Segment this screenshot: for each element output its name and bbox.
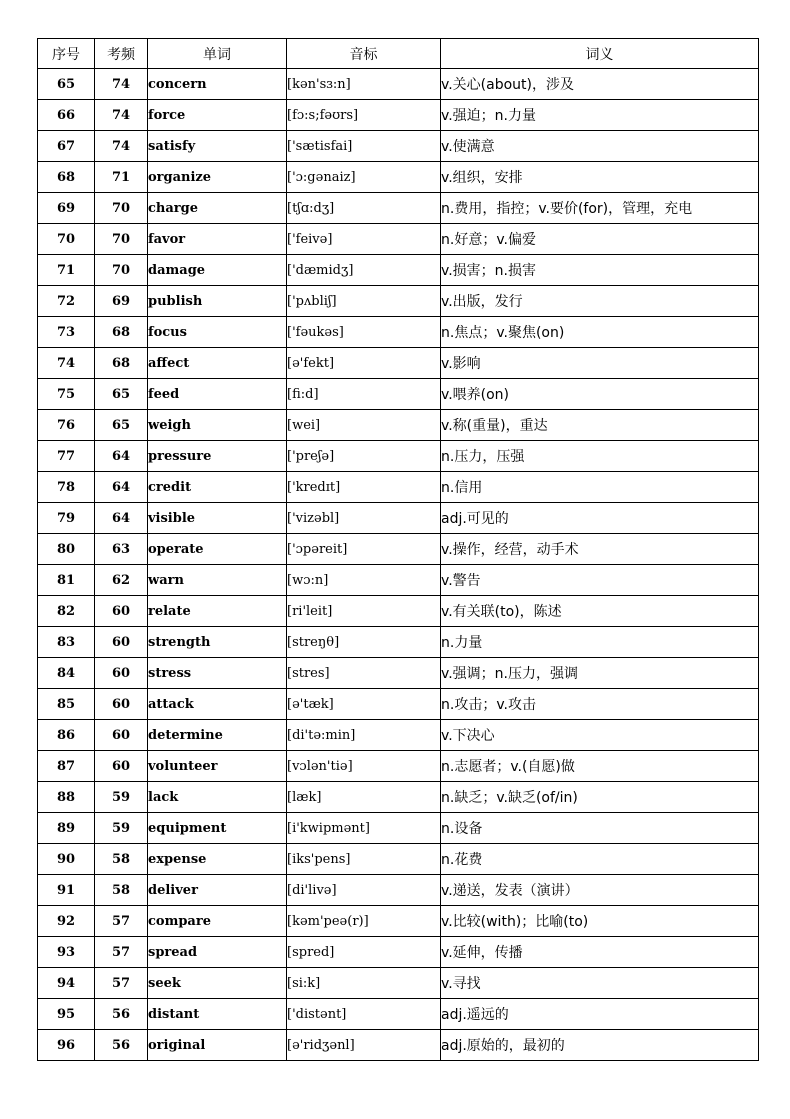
serial-number-cell: 89 bbox=[38, 813, 95, 844]
frequency-cell: 65 bbox=[95, 379, 148, 410]
word-cell: volunteer bbox=[148, 751, 287, 782]
serial-number-cell: 94 bbox=[38, 968, 95, 999]
word-cell: determine bbox=[148, 720, 287, 751]
header-serial-number: 序号 bbox=[38, 39, 95, 69]
frequency-cell: 59 bbox=[95, 813, 148, 844]
phonetic-cell: ['feivə] bbox=[287, 224, 441, 255]
frequency-cell: 74 bbox=[95, 131, 148, 162]
word-cell: lack bbox=[148, 782, 287, 813]
word-cell: spread bbox=[148, 937, 287, 968]
vocabulary-table bbox=[37, 38, 759, 1061]
meaning-cell: n.力量 bbox=[441, 627, 759, 658]
phonetic-cell: [si:k] bbox=[287, 968, 441, 999]
frequency-cell: 69 bbox=[95, 286, 148, 317]
phonetic-cell: ['sætisfai] bbox=[287, 131, 441, 162]
meaning-cell: adj.可见的 bbox=[441, 503, 759, 534]
word-cell: original bbox=[148, 1030, 287, 1061]
frequency-cell: 68 bbox=[95, 348, 148, 379]
phonetic-cell: [ə'ridʒənl] bbox=[287, 1030, 441, 1061]
phonetic-cell: [spred] bbox=[287, 937, 441, 968]
word-cell: relate bbox=[148, 596, 287, 627]
frequency-cell: 68 bbox=[95, 317, 148, 348]
meaning-cell: n.花费 bbox=[441, 844, 759, 875]
phonetic-cell: ['ɔ:gənaiz] bbox=[287, 162, 441, 193]
frequency-cell: 63 bbox=[95, 534, 148, 565]
frequency-cell: 60 bbox=[95, 627, 148, 658]
meaning-cell: adj.原始的，最初的 bbox=[441, 1030, 759, 1061]
table-row bbox=[38, 658, 759, 689]
serial-number-cell: 92 bbox=[38, 906, 95, 937]
frequency-cell: 64 bbox=[95, 441, 148, 472]
meaning-cell: v.使满意 bbox=[441, 131, 759, 162]
frequency-cell: 58 bbox=[95, 844, 148, 875]
serial-number-cell: 82 bbox=[38, 596, 95, 627]
serial-number-cell: 84 bbox=[38, 658, 95, 689]
table-row bbox=[38, 131, 759, 162]
meaning-cell: v.组织，安排 bbox=[441, 162, 759, 193]
serial-number-cell: 88 bbox=[38, 782, 95, 813]
table-header bbox=[38, 39, 759, 69]
table-row bbox=[38, 720, 759, 751]
table-row bbox=[38, 348, 759, 379]
meaning-cell: v.损害；n.损害 bbox=[441, 255, 759, 286]
meaning-cell: v.影响 bbox=[441, 348, 759, 379]
word-cell: distant bbox=[148, 999, 287, 1030]
table-row bbox=[38, 906, 759, 937]
frequency-cell: 60 bbox=[95, 596, 148, 627]
phonetic-cell: ['pʌbliʃ] bbox=[287, 286, 441, 317]
word-cell: deliver bbox=[148, 875, 287, 906]
meaning-cell: v.强迫；n.力量 bbox=[441, 100, 759, 131]
phonetic-cell: [streŋθ] bbox=[287, 627, 441, 658]
meaning-cell: v.称(重量)，重达 bbox=[441, 410, 759, 441]
table-row bbox=[38, 224, 759, 255]
frequency-cell: 59 bbox=[95, 782, 148, 813]
serial-number-cell: 66 bbox=[38, 100, 95, 131]
table-row bbox=[38, 472, 759, 503]
table-row bbox=[38, 875, 759, 906]
phonetic-cell: [ə'fekt] bbox=[287, 348, 441, 379]
phonetic-cell: [kən'sɜ:n] bbox=[287, 69, 441, 100]
word-cell: favor bbox=[148, 224, 287, 255]
phonetic-cell: [vɔlən'tiə] bbox=[287, 751, 441, 782]
table-row bbox=[38, 69, 759, 100]
serial-number-cell: 65 bbox=[38, 69, 95, 100]
phonetic-cell: ['fəukəs] bbox=[287, 317, 441, 348]
phonetic-cell: ['preʃə] bbox=[287, 441, 441, 472]
header-meaning: 词义 bbox=[441, 39, 759, 69]
phonetic-cell: ['dæmidʒ] bbox=[287, 255, 441, 286]
header-frequency: 考频 bbox=[95, 39, 148, 69]
word-cell: strength bbox=[148, 627, 287, 658]
phonetic-cell: ['distənt] bbox=[287, 999, 441, 1030]
phonetic-cell: ['vizəbl] bbox=[287, 503, 441, 534]
meaning-cell: v.递送，发表（演讲） bbox=[441, 875, 759, 906]
frequency-cell: 71 bbox=[95, 162, 148, 193]
word-cell: publish bbox=[148, 286, 287, 317]
table-body bbox=[38, 69, 759, 1061]
phonetic-cell: [ri'leit] bbox=[287, 596, 441, 627]
meaning-cell: v.喂养(on) bbox=[441, 379, 759, 410]
frequency-cell: 60 bbox=[95, 720, 148, 751]
word-cell: focus bbox=[148, 317, 287, 348]
serial-number-cell: 86 bbox=[38, 720, 95, 751]
phonetic-cell: [wei] bbox=[287, 410, 441, 441]
serial-number-cell: 95 bbox=[38, 999, 95, 1030]
table-row bbox=[38, 627, 759, 658]
word-cell: equipment bbox=[148, 813, 287, 844]
word-cell: visible bbox=[148, 503, 287, 534]
serial-number-cell: 68 bbox=[38, 162, 95, 193]
table-row bbox=[38, 503, 759, 534]
phonetic-cell: [ə'tæk] bbox=[287, 689, 441, 720]
frequency-cell: 64 bbox=[95, 503, 148, 534]
frequency-cell: 58 bbox=[95, 875, 148, 906]
table-row bbox=[38, 410, 759, 441]
table-row bbox=[38, 751, 759, 782]
table-row bbox=[38, 565, 759, 596]
serial-number-cell: 91 bbox=[38, 875, 95, 906]
table-row bbox=[38, 999, 759, 1030]
word-cell: credit bbox=[148, 472, 287, 503]
word-cell: pressure bbox=[148, 441, 287, 472]
phonetic-cell: [læk] bbox=[287, 782, 441, 813]
serial-number-cell: 79 bbox=[38, 503, 95, 534]
phonetic-cell: [fi:d] bbox=[287, 379, 441, 410]
table-row bbox=[38, 441, 759, 472]
meaning-cell: n.压力，压强 bbox=[441, 441, 759, 472]
table-row bbox=[38, 162, 759, 193]
word-cell: affect bbox=[148, 348, 287, 379]
meaning-cell: v.比较(with)；比喻(to) bbox=[441, 906, 759, 937]
frequency-cell: 70 bbox=[95, 193, 148, 224]
meaning-cell: n.好意；v.偏爱 bbox=[441, 224, 759, 255]
serial-number-cell: 75 bbox=[38, 379, 95, 410]
word-cell: satisfy bbox=[148, 131, 287, 162]
meaning-cell: n.信用 bbox=[441, 472, 759, 503]
table-row bbox=[38, 193, 759, 224]
phonetic-cell: ['ɔpəreit] bbox=[287, 534, 441, 565]
table-row bbox=[38, 1030, 759, 1061]
serial-number-cell: 76 bbox=[38, 410, 95, 441]
phonetic-cell: ['kredɪt] bbox=[287, 472, 441, 503]
phonetic-cell: [wɔ:n] bbox=[287, 565, 441, 596]
frequency-cell: 65 bbox=[95, 410, 148, 441]
serial-number-cell: 71 bbox=[38, 255, 95, 286]
serial-number-cell: 85 bbox=[38, 689, 95, 720]
phonetic-cell: [kəm'peə(r)] bbox=[287, 906, 441, 937]
table-row bbox=[38, 379, 759, 410]
meaning-cell: v.强调；n.压力，强调 bbox=[441, 658, 759, 689]
meaning-cell: v.警告 bbox=[441, 565, 759, 596]
meaning-cell: n.缺乏；v.缺乏(of/in) bbox=[441, 782, 759, 813]
phonetic-cell: [di'tə:min] bbox=[287, 720, 441, 751]
table-row bbox=[38, 689, 759, 720]
word-cell: compare bbox=[148, 906, 287, 937]
word-cell: warn bbox=[148, 565, 287, 596]
table-row bbox=[38, 286, 759, 317]
word-cell: weigh bbox=[148, 410, 287, 441]
frequency-cell: 74 bbox=[95, 100, 148, 131]
table-row bbox=[38, 968, 759, 999]
word-cell: damage bbox=[148, 255, 287, 286]
table-row bbox=[38, 255, 759, 286]
word-cell: attack bbox=[148, 689, 287, 720]
table-row bbox=[38, 844, 759, 875]
serial-number-cell: 70 bbox=[38, 224, 95, 255]
serial-number-cell: 83 bbox=[38, 627, 95, 658]
meaning-cell: n.焦点；v.聚焦(on) bbox=[441, 317, 759, 348]
frequency-cell: 70 bbox=[95, 255, 148, 286]
meaning-cell: n.费用，指控；v.要价(for)，管理，充电 bbox=[441, 193, 759, 224]
meaning-cell: adj.遥远的 bbox=[441, 999, 759, 1030]
table-row bbox=[38, 100, 759, 131]
frequency-cell: 60 bbox=[95, 689, 148, 720]
meaning-cell: v.有关联(to)，陈述 bbox=[441, 596, 759, 627]
word-cell: stress bbox=[148, 658, 287, 689]
frequency-cell: 60 bbox=[95, 751, 148, 782]
phonetic-cell: [i'kwipmənt] bbox=[287, 813, 441, 844]
frequency-cell: 74 bbox=[95, 69, 148, 100]
meaning-cell: v.关心(about)，涉及 bbox=[441, 69, 759, 100]
serial-number-cell: 74 bbox=[38, 348, 95, 379]
frequency-cell: 56 bbox=[95, 1030, 148, 1061]
meaning-cell: n.攻击；v.攻击 bbox=[441, 689, 759, 720]
meaning-cell: n.志愿者；v.(自愿)做 bbox=[441, 751, 759, 782]
frequency-cell: 62 bbox=[95, 565, 148, 596]
table-row bbox=[38, 534, 759, 565]
word-cell: organize bbox=[148, 162, 287, 193]
word-cell: operate bbox=[148, 534, 287, 565]
serial-number-cell: 67 bbox=[38, 131, 95, 162]
serial-number-cell: 96 bbox=[38, 1030, 95, 1061]
serial-number-cell: 90 bbox=[38, 844, 95, 875]
frequency-cell: 60 bbox=[95, 658, 148, 689]
meaning-cell: v.延伸，传播 bbox=[441, 937, 759, 968]
word-cell: force bbox=[148, 100, 287, 131]
frequency-cell: 70 bbox=[95, 224, 148, 255]
frequency-cell: 57 bbox=[95, 968, 148, 999]
meaning-cell: n.设备 bbox=[441, 813, 759, 844]
meaning-cell: v.寻找 bbox=[441, 968, 759, 999]
table-row bbox=[38, 317, 759, 348]
serial-number-cell: 81 bbox=[38, 565, 95, 596]
meaning-cell: v.出版，发行 bbox=[441, 286, 759, 317]
word-cell: expense bbox=[148, 844, 287, 875]
table-row bbox=[38, 937, 759, 968]
serial-number-cell: 80 bbox=[38, 534, 95, 565]
serial-number-cell: 78 bbox=[38, 472, 95, 503]
meaning-cell: v.操作，经营，动手术 bbox=[441, 534, 759, 565]
header-word: 单词 bbox=[148, 39, 287, 69]
vocabulary-page bbox=[37, 38, 758, 1061]
word-cell: concern bbox=[148, 69, 287, 100]
serial-number-cell: 73 bbox=[38, 317, 95, 348]
table-row bbox=[38, 596, 759, 627]
word-cell: charge bbox=[148, 193, 287, 224]
meaning-cell: v.下决心 bbox=[441, 720, 759, 751]
serial-number-cell: 77 bbox=[38, 441, 95, 472]
word-cell: seek bbox=[148, 968, 287, 999]
phonetic-cell: [iks'pens] bbox=[287, 844, 441, 875]
serial-number-cell: 93 bbox=[38, 937, 95, 968]
header-phonetic: 音标 bbox=[287, 39, 441, 69]
serial-number-cell: 69 bbox=[38, 193, 95, 224]
frequency-cell: 56 bbox=[95, 999, 148, 1030]
table-row bbox=[38, 813, 759, 844]
phonetic-cell: [fɔ:s;fəʊrs] bbox=[287, 100, 441, 131]
header-row bbox=[38, 39, 759, 69]
frequency-cell: 57 bbox=[95, 937, 148, 968]
phonetic-cell: [tʃɑ:dʒ] bbox=[287, 193, 441, 224]
serial-number-cell: 72 bbox=[38, 286, 95, 317]
word-cell: feed bbox=[148, 379, 287, 410]
serial-number-cell: 87 bbox=[38, 751, 95, 782]
table-row bbox=[38, 782, 759, 813]
phonetic-cell: [stres] bbox=[287, 658, 441, 689]
frequency-cell: 64 bbox=[95, 472, 148, 503]
phonetic-cell: [di'livə] bbox=[287, 875, 441, 906]
frequency-cell: 57 bbox=[95, 906, 148, 937]
